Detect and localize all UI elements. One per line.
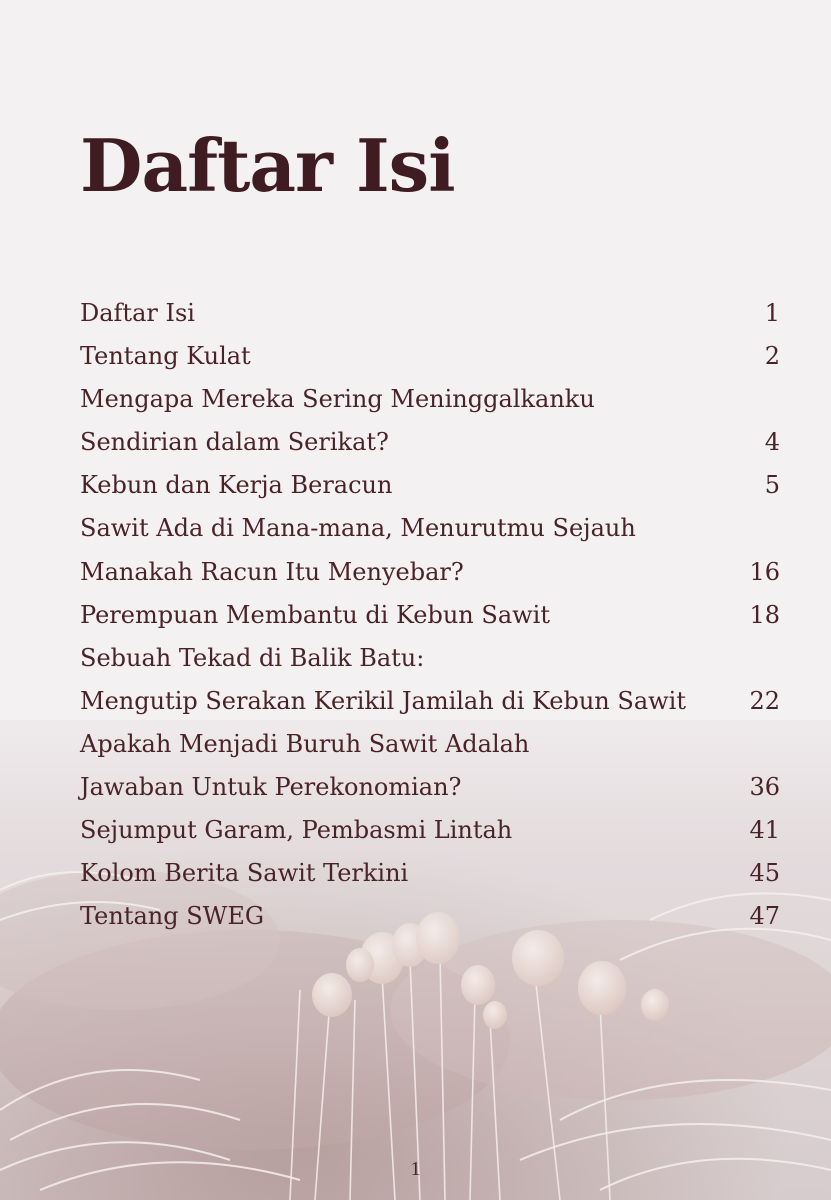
toc-entry[interactable] [80, 637, 780, 680]
toc-entry-page: 1 [764, 299, 780, 327]
toc-entry-page: 22 [749, 686, 780, 715]
toc-entry-title: Kolom Berita Sawit Terkini [80, 859, 409, 888]
page-title: Daftar Isi [80, 123, 455, 208]
toc-entry-page: 5 [764, 471, 780, 500]
toc-entry-title: Sendirian dalam Serikat? [80, 428, 389, 457]
toc-entry[interactable] [80, 766, 780, 809]
toc-entry-title: Sebuah Tekad di Balik Batu: [80, 643, 425, 672]
toc-entry[interactable] [80, 421, 780, 464]
toc-entry[interactable] [80, 723, 780, 766]
toc-entry[interactable] [80, 292, 780, 335]
toc-entry[interactable] [80, 551, 780, 594]
toc-entry-title: Sejumput Garam, Pembasmi Lintah [80, 816, 513, 845]
toc-entry[interactable] [80, 594, 780, 637]
toc-entry-title: Kebun dan Kerja Beracun [80, 471, 393, 500]
toc-entry-title: Mengutip Serakan Kerikil Jamilah di Kebun Sawit [80, 686, 686, 715]
toc-entry-page: 16 [749, 557, 780, 586]
toc-entry-page: 41 [749, 816, 780, 845]
toc-entry-page: 45 [749, 859, 780, 888]
toc-entry[interactable] [80, 680, 780, 723]
toc-entry-title: Perempuan Membantu di Kebun Sawit [80, 600, 550, 629]
toc-entry-page: 2 [764, 342, 780, 371]
toc-entry-title: Tentang Kulat [80, 342, 251, 371]
toc-entry[interactable] [80, 335, 780, 378]
toc-entry[interactable] [80, 464, 780, 507]
toc-entry[interactable] [80, 378, 780, 421]
toc-entry-page: 4 [764, 428, 780, 457]
page-number: 1 [410, 1158, 421, 1180]
toc-entry-page: 47 [749, 902, 780, 931]
toc-entry[interactable] [80, 809, 780, 852]
toc-entry-title: Daftar Isi [80, 299, 195, 327]
toc-entry-title: Tentang SWEG [80, 902, 265, 931]
toc-entry-page: 36 [749, 773, 780, 802]
toc-entry-title: Apakah Menjadi Buruh Sawit Adalah [80, 729, 530, 758]
toc-entry[interactable] [80, 852, 780, 895]
table-of-contents [80, 292, 780, 938]
toc-entry-title: Mengapa Mereka Sering Meninggalkanku [80, 385, 595, 414]
toc-entry-title: Jawaban Untuk Perekonomian? [80, 773, 462, 802]
toc-entry-page: 18 [749, 600, 780, 629]
toc-entry-title: Sawit Ada di Mana-mana, Menurutmu Sejauh [80, 514, 636, 543]
toc-entry[interactable] [80, 507, 780, 550]
toc-entry-title: Manakah Racun Itu Menyebar? [80, 557, 464, 586]
toc-entry[interactable] [80, 895, 780, 938]
